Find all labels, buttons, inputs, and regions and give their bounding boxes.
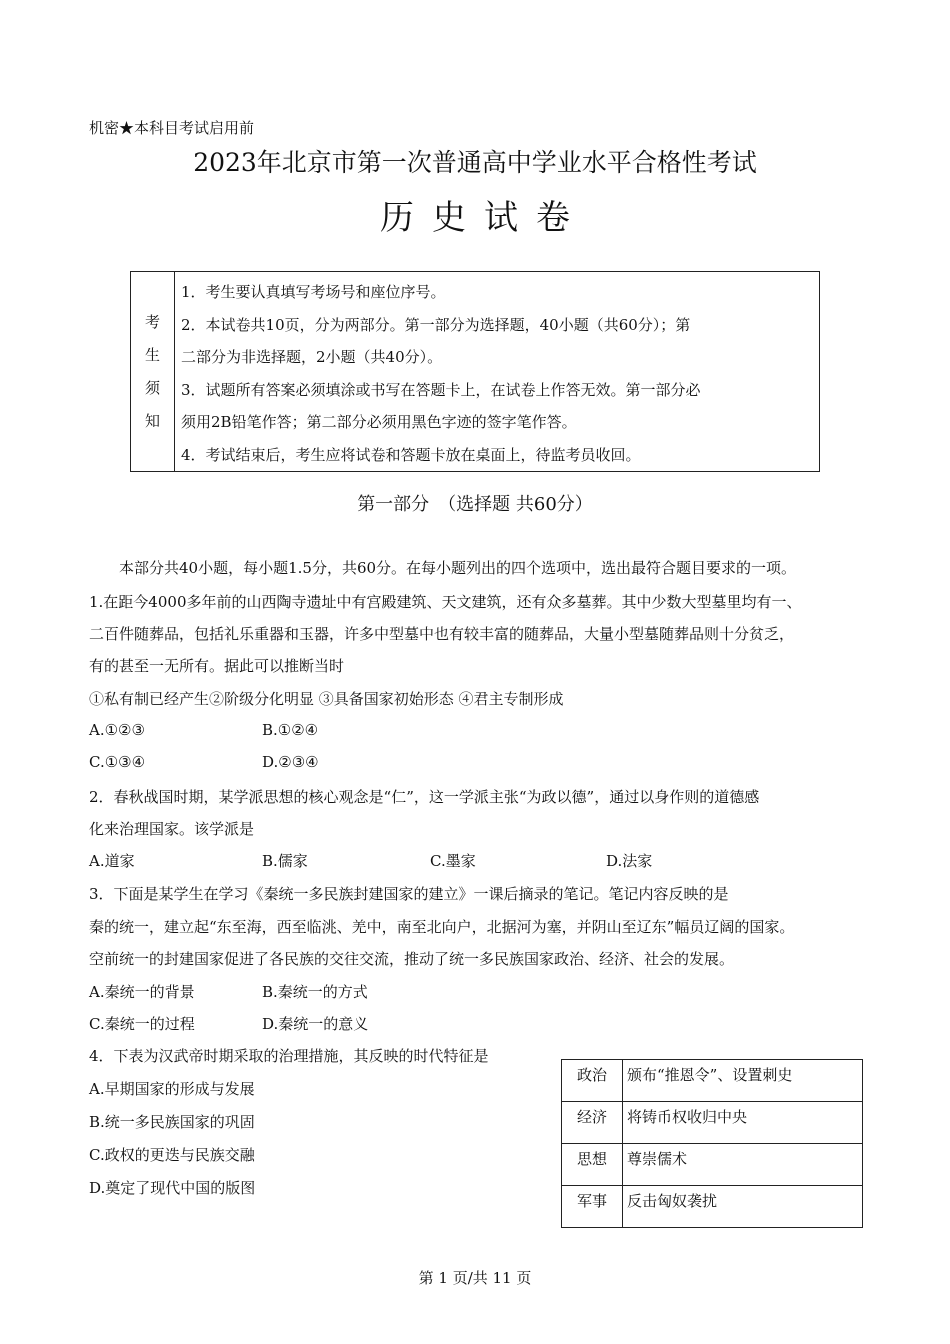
q1-stem-line: 有的甚至一无所有。据此可以推断当时 xyxy=(89,657,345,675)
q4-option-d: D.奠定了现代中国的版图 xyxy=(89,1179,256,1197)
subject-title: 历史试卷 xyxy=(380,198,588,238)
q4-option-a: A.早期国家的形成与发展 xyxy=(89,1080,255,1098)
notice-line: 2．本试卷共10页，分为两部分。第一部分为选择题，40小题（共60分）；第 xyxy=(181,315,691,334)
q2-option-b: B.儒家 xyxy=(262,852,308,870)
q2-option-a: A.道家 xyxy=(89,852,135,870)
table-cell-measure: 将铸币权收归中央 xyxy=(623,1102,863,1144)
table-cell-measure: 反击匈奴袭扰 xyxy=(623,1186,863,1228)
page-number: 第 1 页/共 11 页 xyxy=(418,1269,532,1287)
q3-option-a: A.秦统一的背景 xyxy=(89,983,195,1001)
table-cell-category: 经济 xyxy=(562,1102,623,1144)
q3-option-d: D.秦统一的意义 xyxy=(262,1015,369,1033)
q1-statements: ①私有制已经产生②阶级分化明显 ③具备国家初始形态 ④君主专制形成 xyxy=(89,690,564,708)
q2-option-d: D.法家 xyxy=(606,852,653,870)
table-cell-category: 思想 xyxy=(562,1144,623,1186)
q1-stem-line: 二百件随葬品，包括礼乐重器和玉器，许多中型墓中也有较丰富的随葬品，大量小型墓随葬品则十分贫乏， xyxy=(89,625,795,643)
notice-label-char: 知 xyxy=(144,411,160,430)
table-row xyxy=(562,1144,863,1186)
q2-option-c: C.墨家 xyxy=(430,852,476,870)
q3-option-b: B.秦统一的方式 xyxy=(262,983,368,1001)
section-intro: 本部分共40小题，每小题1.5分，共60分。在每小题列出的四个选项中，选出最符合题目要求的一项。 xyxy=(119,559,797,577)
notice-line: 二部分为非选择题，2小题（共40分）。 xyxy=(181,348,443,366)
table-cell-measure: 尊崇儒术 xyxy=(623,1144,863,1186)
notice-label-char: 生 xyxy=(144,345,160,364)
notice-line: 3．试题所有答案必须填涂或书写在答题卡上，在试卷上作答无效。第一部分必 xyxy=(181,380,701,399)
table-row xyxy=(562,1102,863,1144)
notice-label xyxy=(131,272,175,471)
q4-stem: 4．下表为汉武帝时期采取的治理措施，其反映的时代特征是 xyxy=(89,1047,489,1065)
notice-line: 4．考试结束后，考生应将试卷和答题卡放在桌面上，待监考员收回。 xyxy=(181,445,641,464)
notice-label-char: 考 xyxy=(144,312,160,331)
notice-label-char: 须 xyxy=(144,378,160,397)
candidate-notice-box xyxy=(130,271,820,472)
notice-body xyxy=(175,272,819,471)
q3-note-line: 秦的统一，建立起“东至海，西至临洮、羌中，南至北向户，北据河为塞，并阴山至辽东”幅员辽阔的国家。 xyxy=(89,918,795,936)
q1-option-c: C.①③④ xyxy=(89,753,146,771)
q4-option-c: C.政权的更迭与民族交融 xyxy=(89,1146,255,1164)
notice-line: 1．考生要认真填写考场号和座位序号。 xyxy=(181,283,446,301)
q1-stem-line: 1.在距今4000多年前的山西陶寺遗址中有宫殿建筑、天文建筑，还有众多墓葬。其中少数大型墓里均有一、 xyxy=(89,593,802,611)
table-cell-measure: 颁布“推恩令”、设置刺史 xyxy=(623,1060,863,1102)
q4-measures-table xyxy=(561,1059,863,1228)
q4-option-b: B.统一多民族国家的巩固 xyxy=(89,1113,255,1131)
q2-stem-line: 2．春秋战国时期，某学派思想的核心观念是“仁”，这一学派主张“为政以德”，通过以身作则的道德感 xyxy=(89,788,760,806)
notice-line: 须用2B铅笔作答；第二部分必须用黑色字迹的签字笔作答。 xyxy=(181,413,577,431)
q1-option-b: B.①②④ xyxy=(262,721,319,739)
q2-stem-line: 化来治理国家。该学派是 xyxy=(89,820,255,838)
q3-note-line: 空前统一的封建国家促进了各民族的交往交流，推动了统一多民族国家政治、经济、社会的发展。 xyxy=(89,950,735,968)
table-cell-category: 政治 xyxy=(562,1060,623,1102)
q1-option-a: A.①②③ xyxy=(89,721,145,739)
table-row xyxy=(562,1186,863,1228)
q1-option-d: D.②③④ xyxy=(262,753,319,771)
confidential-label: 机密★本科目考试启用前 xyxy=(89,119,255,137)
exam-title: 2023年北京市第一次普通高中学业水平合格性考试 xyxy=(193,148,757,177)
table-cell-category: 军事 xyxy=(562,1186,623,1228)
table-row xyxy=(562,1060,863,1102)
q3-option-c: C.秦统一的过程 xyxy=(89,1015,195,1033)
q3-stem-line: 3．下面是某学生在学习《秦统一多民族封建国家的建立》一课后摘录的笔记。笔记内容反映的是 xyxy=(89,885,729,903)
section-title: 第一部分 （选择题 共60分） xyxy=(357,494,593,515)
